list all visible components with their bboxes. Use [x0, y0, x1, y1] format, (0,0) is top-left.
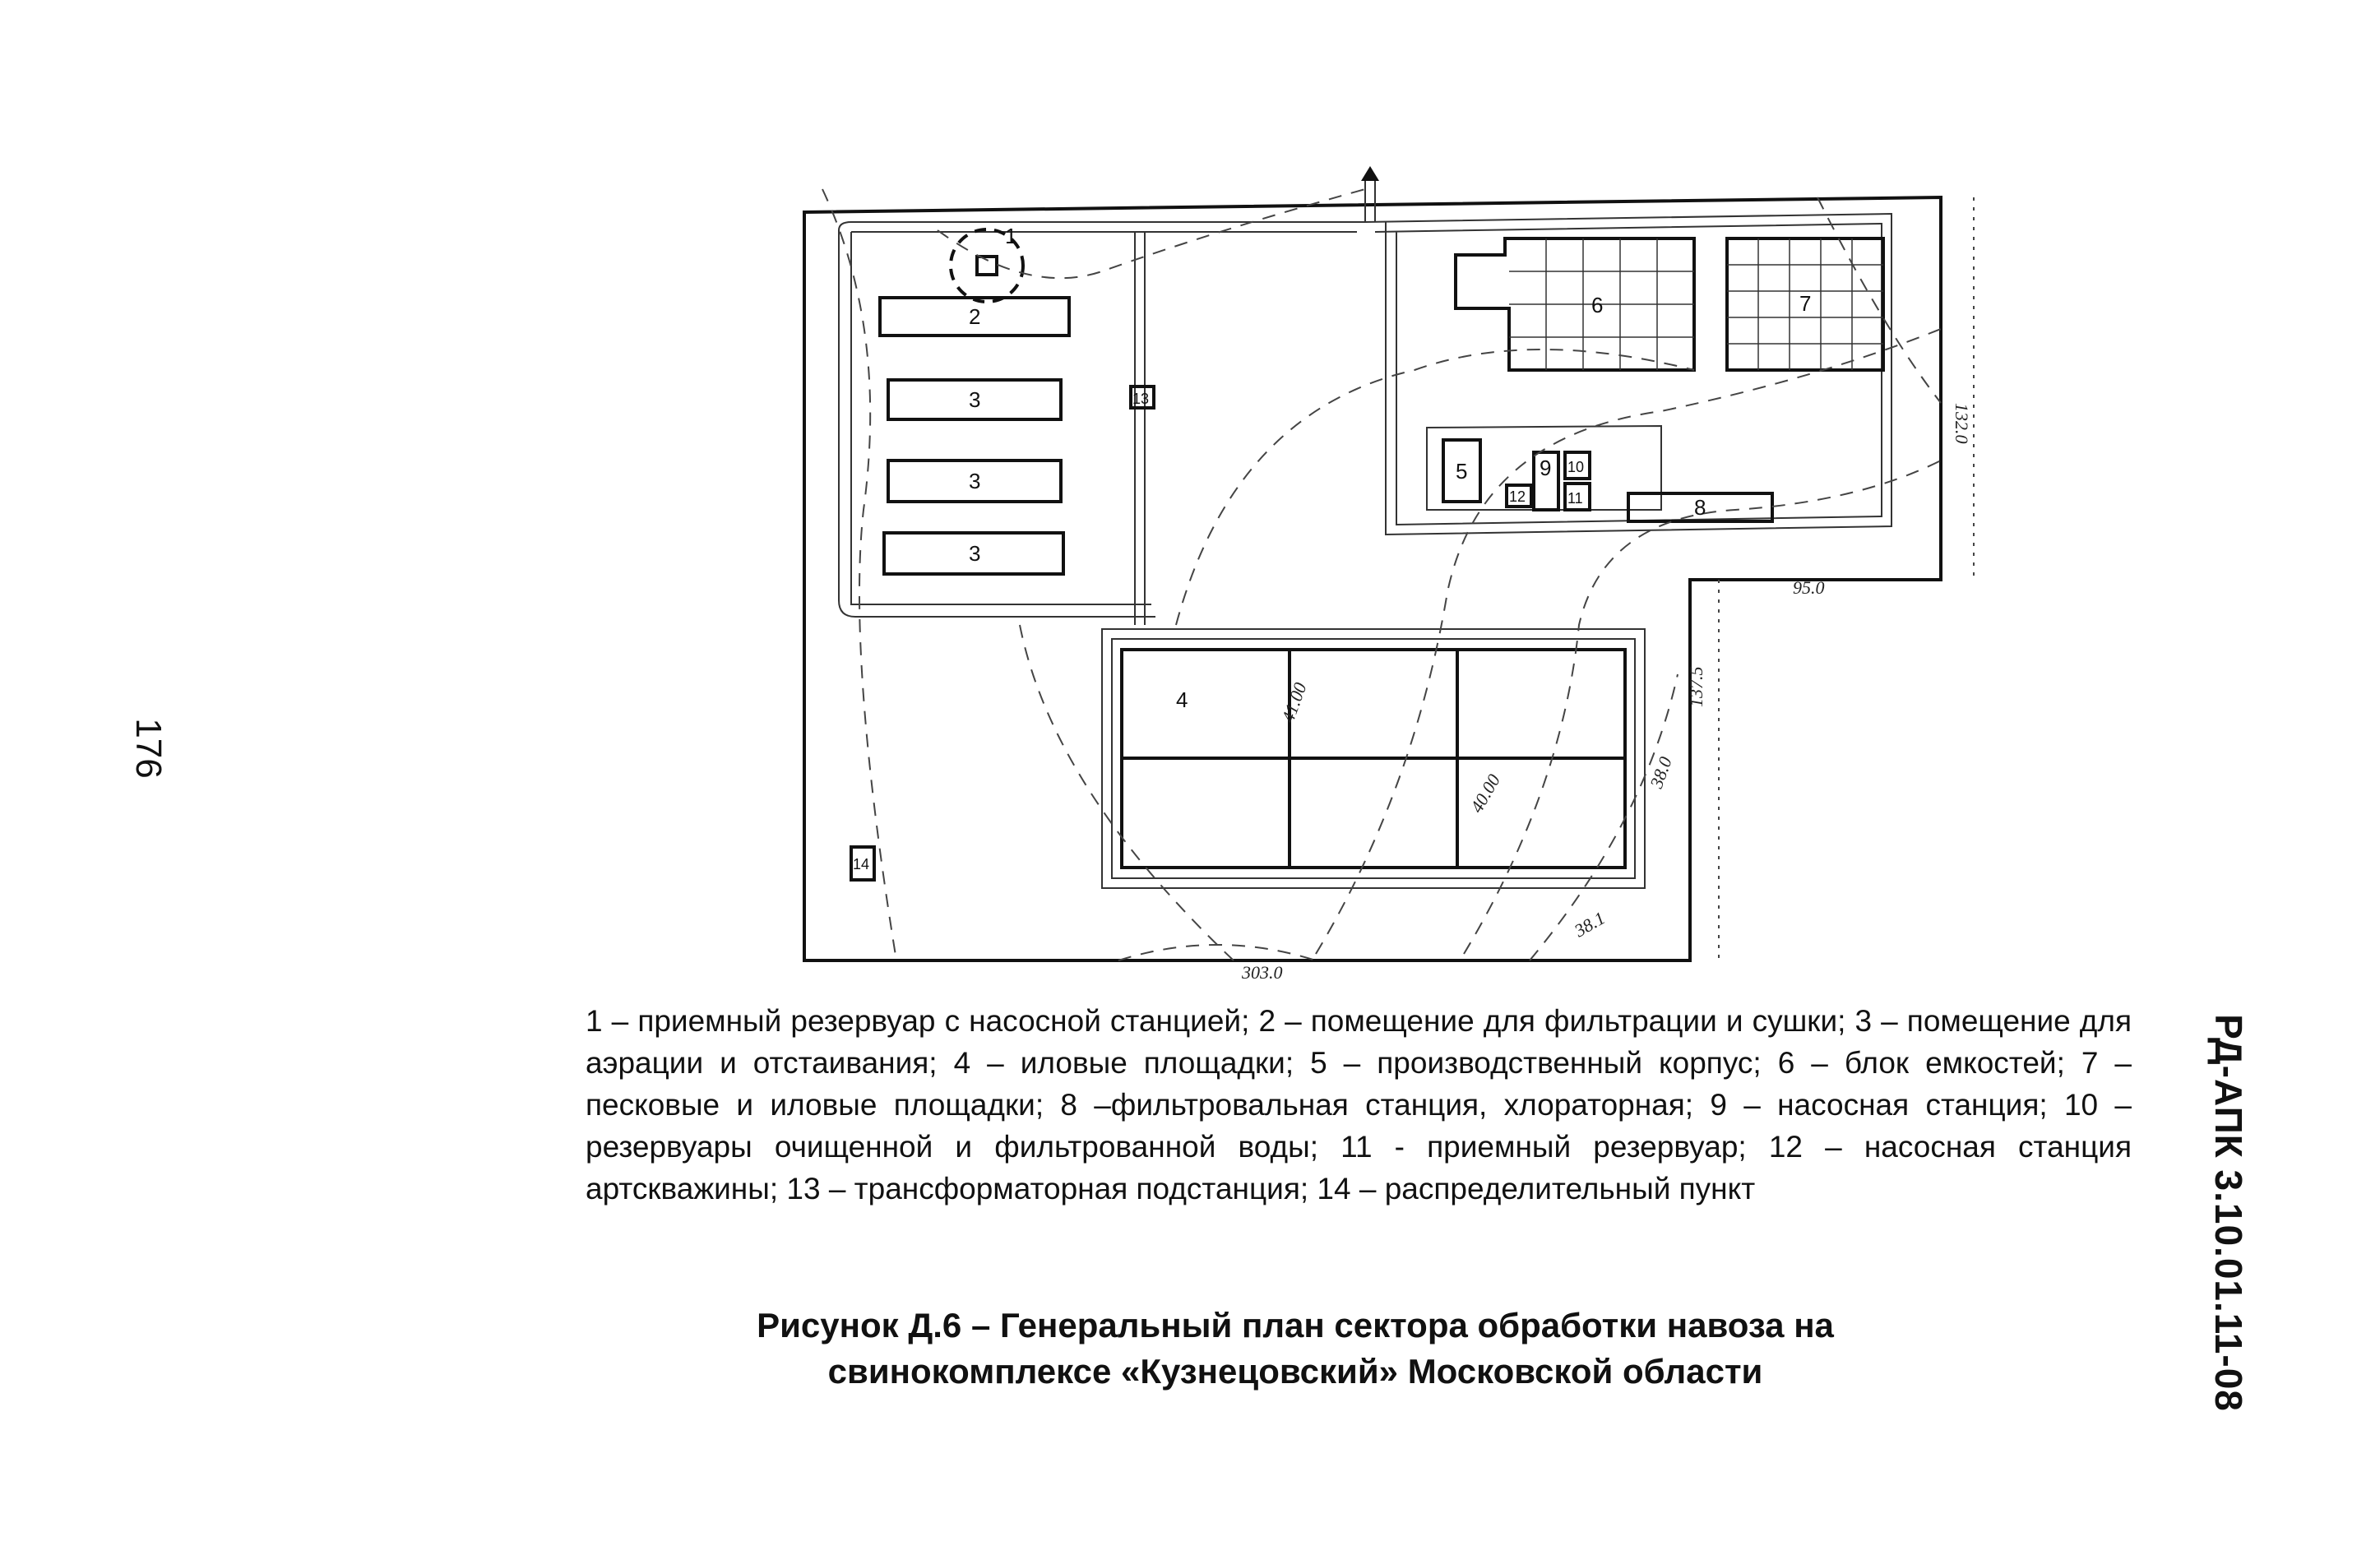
- label-3c: 3: [969, 541, 981, 566]
- label-7: 7: [1799, 291, 1812, 316]
- contour-5: [1316, 329, 1941, 954]
- elevation-mark-6: 41.00: [1277, 679, 1311, 725]
- plan-legend: 1 – приемный резервуар с насосной станцией; 2 – помещение для фильтрации и сушки; 3 – помещение для аэрации и отстаивания; 4 – иловые площадки; 5 – производственный корпус; 6 – блок емкостей; 7 – песковые и иловые площадки; 8 –фильтровальная станция, хлораторная; 9 – насосная станция; 10 – резервуары очищенной и фильтрованной воды; 11 - приемный резервуар; 12 – насосная станция артскважины; 13 – трансформаторная подстанция; 14 – распределительный пункт: [586, 1004, 2132, 1206]
- page-number: 176: [128, 718, 169, 779]
- elevation-mark-3: 137.5: [1686, 666, 1706, 707]
- figure-caption: [576, 1303, 2015, 1395]
- elevation-mark-7: 303.0: [1242, 962, 1283, 983]
- contour-8: [1817, 197, 1941, 403]
- caption-line-2: свинокомплексе «Кузнецовский» Московской области: [827, 1352, 1763, 1391]
- elevation-mark-4: 38.0: [1646, 753, 1676, 791]
- label-3b: 3: [969, 469, 981, 493]
- label-1: 1: [1005, 224, 1017, 248]
- contour-3: [1020, 625, 1234, 960]
- label-12: 12: [1509, 488, 1526, 505]
- contour-4: [1176, 349, 1694, 625]
- entrance-road: [1365, 181, 1375, 222]
- elevation-mark-5: 40.00: [1466, 771, 1505, 817]
- label-2: 2: [969, 304, 981, 329]
- label-11: 11: [1567, 490, 1583, 507]
- label-14: 14: [853, 856, 870, 872]
- north-arrow-icon: [1361, 166, 1379, 181]
- site-plan-svg: [789, 164, 1972, 987]
- label-9: 9: [1540, 456, 1552, 480]
- contour-9: [1118, 945, 1316, 960]
- road-center: [1135, 232, 1145, 625]
- road-right-inner: [1375, 224, 1882, 525]
- label-10: 10: [1567, 459, 1585, 475]
- label-13: 13: [1132, 391, 1150, 407]
- label-6: 6: [1591, 293, 1604, 317]
- elevation-mark-1: 132.0: [1952, 403, 1972, 444]
- elevation-mark-8: 38.1: [1571, 907, 1609, 942]
- elevation-mark-2: 95.0: [1793, 577, 1825, 598]
- caption-line-1: Рисунок Д.6 – Генеральный план сектора обработки навоза на: [757, 1306, 1834, 1344]
- label-8: 8: [1694, 495, 1706, 520]
- site-plan-drawing: [789, 164, 1972, 987]
- label-5: 5: [1456, 459, 1468, 484]
- document-code: РД-АПК 3.10.01.11-08: [2207, 1014, 2250, 1412]
- label-4: 4: [1176, 687, 1188, 712]
- label-3a: 3: [969, 387, 981, 412]
